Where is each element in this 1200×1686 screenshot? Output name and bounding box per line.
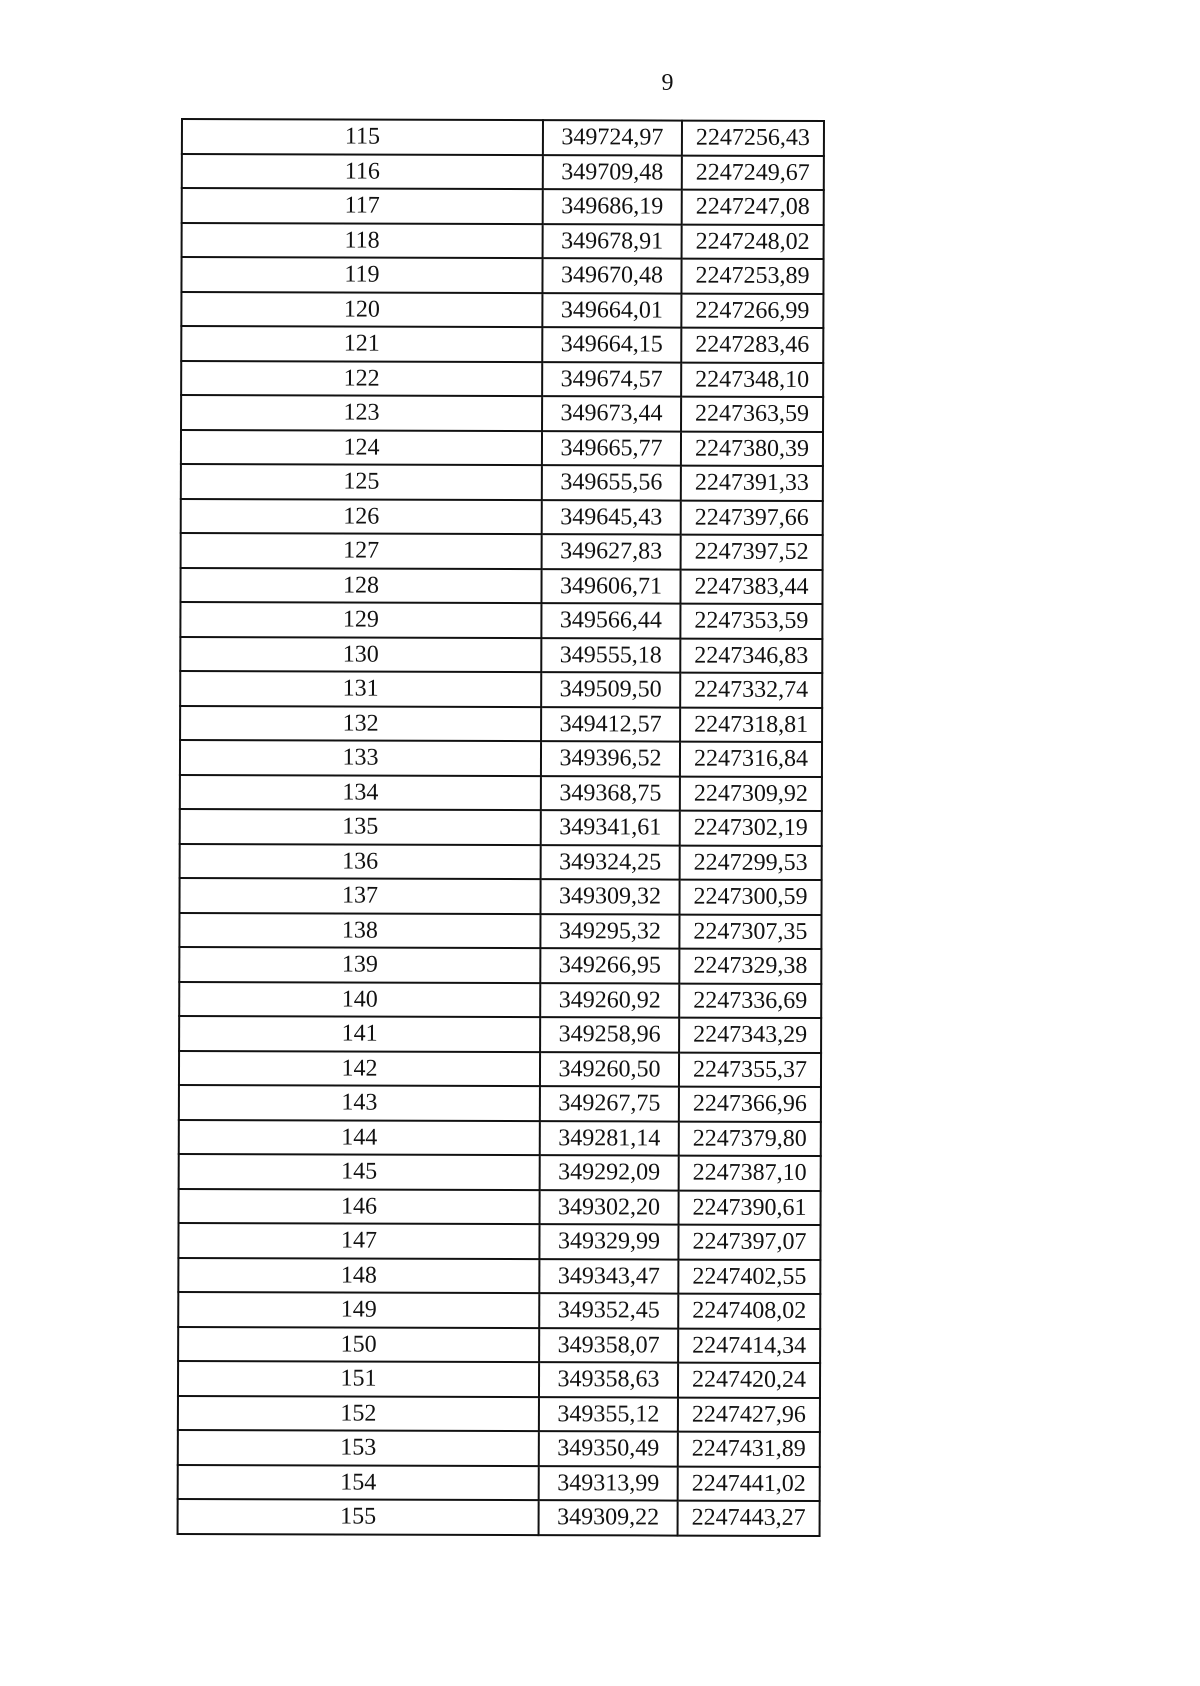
x-coordinate-cell: 349329,99: [539, 1224, 678, 1259]
x-coordinate-cell: 349358,07: [539, 1328, 678, 1363]
x-coordinate-cell: 349341,61: [541, 810, 680, 845]
point-number-cell: 155: [178, 1499, 539, 1535]
x-coordinate-cell: 349343,47: [539, 1259, 678, 1294]
x-coordinate-cell: 349678,91: [543, 224, 682, 259]
y-coordinate-cell: 2247346,83: [680, 638, 822, 673]
table-row: [182, 119, 824, 156]
point-number-cell: 140: [179, 981, 540, 1017]
x-coordinate-cell: 349627,83: [542, 534, 681, 569]
table-row: [180, 774, 822, 811]
point-number-cell: 121: [181, 326, 542, 362]
x-coordinate-cell: 349281,14: [540, 1121, 679, 1156]
table-row: [181, 499, 823, 536]
table-row: [181, 395, 823, 432]
x-coordinate-cell: 349267,75: [540, 1086, 679, 1121]
x-coordinate-cell: 349260,92: [540, 983, 679, 1018]
x-coordinate-cell: 349368,75: [541, 776, 680, 811]
point-number-cell: 149: [178, 1292, 539, 1328]
x-coordinate-cell: 349724,97: [543, 120, 682, 155]
point-number-cell: 148: [178, 1257, 539, 1293]
x-coordinate-cell: 349358,63: [539, 1362, 678, 1397]
y-coordinate-cell: 2247336,69: [679, 983, 821, 1018]
point-number-cell: 127: [181, 533, 542, 569]
y-coordinate-cell: 2247332,74: [680, 673, 822, 708]
x-coordinate-cell: 349260,50: [540, 1052, 679, 1087]
point-number-cell: 141: [179, 1016, 540, 1052]
y-coordinate-cell: 2247443,27: [678, 1501, 820, 1536]
table-row: [181, 533, 823, 570]
x-coordinate-cell: 349664,15: [542, 327, 681, 362]
x-coordinate-cell: 349350,49: [539, 1431, 678, 1466]
y-coordinate-cell: 2247427,96: [678, 1397, 820, 1432]
table-row: [179, 981, 821, 1018]
y-coordinate-cell: 2247283,46: [681, 328, 823, 363]
y-coordinate-cell: 2247380,39: [681, 431, 823, 466]
coordinates-table: [177, 118, 825, 1537]
table-row: [180, 602, 822, 639]
y-coordinate-cell: 2247329,38: [679, 949, 821, 984]
y-coordinate-cell: 2247391,33: [681, 466, 823, 501]
x-coordinate-cell: 349664,01: [542, 293, 681, 328]
table-row: [181, 464, 823, 501]
table-row: [181, 257, 823, 294]
x-coordinate-cell: 349670,48: [542, 258, 681, 293]
y-coordinate-cell: 2247397,66: [681, 500, 823, 535]
point-number-cell: 124: [181, 430, 542, 466]
y-coordinate-cell: 2247247,08: [682, 190, 824, 225]
table-row: [178, 1326, 820, 1363]
point-number-cell: 146: [179, 1188, 540, 1224]
point-number-cell: 147: [178, 1223, 539, 1259]
y-coordinate-cell: 2247414,34: [678, 1328, 820, 1363]
y-coordinate-cell: 2247387,10: [679, 1156, 821, 1191]
table-row: [181, 326, 823, 363]
table-row: [180, 878, 822, 915]
x-coordinate-cell: 349352,45: [539, 1293, 678, 1328]
point-number-cell: 152: [178, 1395, 539, 1431]
point-number-cell: 133: [180, 740, 541, 776]
point-number-cell: 126: [181, 499, 542, 535]
point-number-cell: 153: [178, 1430, 539, 1466]
point-number-cell: 144: [179, 1119, 540, 1155]
table-row: [181, 361, 823, 398]
table-row: [179, 1085, 821, 1122]
table-row: [180, 809, 822, 846]
y-coordinate-cell: 2247355,37: [679, 1052, 821, 1087]
y-coordinate-cell: 2247441,02: [678, 1466, 820, 1501]
table-row: [180, 740, 822, 777]
x-coordinate-cell: 349645,43: [542, 500, 681, 535]
y-coordinate-cell: 2247363,59: [681, 397, 823, 432]
table-row: [179, 1154, 821, 1191]
y-coordinate-cell: 2247300,59: [680, 880, 822, 915]
point-number-cell: 122: [181, 361, 542, 397]
x-coordinate-cell: 349396,52: [541, 741, 680, 776]
point-number-cell: 119: [181, 257, 542, 293]
y-coordinate-cell: 2247402,55: [678, 1259, 820, 1294]
y-coordinate-cell: 2247397,07: [678, 1225, 820, 1260]
point-number-cell: 134: [180, 774, 541, 810]
y-coordinate-cell: 2247266,99: [681, 293, 823, 328]
table-row: [178, 1464, 820, 1501]
y-coordinate-cell: 2247420,24: [678, 1363, 820, 1398]
table-row: [178, 1361, 820, 1398]
table-row: [179, 912, 821, 949]
point-number-cell: 118: [182, 223, 543, 259]
table-row: [178, 1223, 820, 1260]
y-coordinate-cell: 2247431,89: [678, 1432, 820, 1467]
point-number-cell: 139: [179, 947, 540, 983]
table-row: [179, 947, 821, 984]
point-number-cell: 137: [180, 878, 541, 914]
x-coordinate-cell: 349313,99: [539, 1466, 678, 1501]
y-coordinate-cell: 2247248,02: [682, 224, 824, 259]
table-row: [179, 1188, 821, 1225]
table-row: [182, 188, 824, 225]
x-coordinate-cell: 349673,44: [542, 396, 681, 431]
x-coordinate-cell: 349295,32: [540, 914, 679, 949]
table-row: [178, 1499, 820, 1536]
table-row: [178, 1395, 820, 1432]
x-coordinate-cell: 349686,19: [543, 189, 682, 224]
y-coordinate-cell: 2247302,19: [680, 811, 822, 846]
x-coordinate-cell: 349566,44: [541, 603, 680, 638]
x-coordinate-cell: 349309,32: [541, 879, 680, 914]
x-coordinate-cell: 349355,12: [539, 1397, 678, 1432]
table-row: [182, 223, 824, 260]
table-row: [179, 1050, 821, 1087]
y-coordinate-cell: 2247383,44: [680, 569, 822, 604]
table-row: [181, 430, 823, 467]
x-coordinate-cell: 349266,95: [540, 948, 679, 983]
y-coordinate-cell: 2247318,81: [680, 707, 822, 742]
point-number-cell: 125: [181, 464, 542, 500]
table-row: [178, 1430, 820, 1467]
point-number-cell: 143: [179, 1085, 540, 1121]
x-coordinate-cell: 349709,48: [543, 155, 682, 190]
x-coordinate-cell: 349555,18: [541, 638, 680, 673]
point-number-cell: 136: [180, 843, 541, 879]
x-coordinate-cell: 349412,57: [541, 707, 680, 742]
x-coordinate-cell: 349292,09: [540, 1155, 679, 1190]
table-row: [180, 706, 822, 743]
point-number-cell: 145: [179, 1154, 540, 1190]
y-coordinate-cell: 2247408,02: [678, 1294, 820, 1329]
x-coordinate-cell: 349655,56: [542, 465, 681, 500]
y-coordinate-cell: 2247353,59: [680, 604, 822, 639]
table-row: [180, 843, 822, 880]
y-coordinate-cell: 2247309,92: [680, 776, 822, 811]
page-number: 9: [661, 70, 674, 96]
point-number-cell: 115: [182, 119, 543, 155]
table-row: [179, 1016, 821, 1053]
point-number-cell: 128: [180, 568, 541, 604]
point-number-cell: 131: [180, 671, 541, 707]
point-number-cell: 116: [182, 154, 543, 190]
y-coordinate-cell: 2247249,67: [682, 155, 824, 190]
y-coordinate-cell: 2247366,96: [679, 1087, 821, 1122]
table-row: [181, 292, 823, 329]
point-number-cell: 123: [181, 395, 542, 431]
point-number-cell: 151: [178, 1361, 539, 1397]
point-number-cell: 135: [180, 809, 541, 845]
x-coordinate-cell: 349309,22: [539, 1500, 678, 1535]
coordinates-table-body: [178, 119, 824, 1536]
x-coordinate-cell: 349606,71: [541, 569, 680, 604]
x-coordinate-cell: 349302,20: [540, 1190, 679, 1225]
table-row: [179, 1119, 821, 1156]
x-coordinate-cell: 349509,50: [541, 672, 680, 707]
point-number-cell: 150: [178, 1326, 539, 1362]
y-coordinate-cell: 2247256,43: [682, 121, 824, 156]
x-coordinate-cell: 349258,96: [540, 1017, 679, 1052]
table-row: [180, 671, 822, 708]
table-row: [182, 154, 824, 191]
y-coordinate-cell: 2247253,89: [681, 259, 823, 294]
table-row: [180, 568, 822, 605]
point-number-cell: 154: [178, 1464, 539, 1500]
y-coordinate-cell: 2247316,84: [680, 742, 822, 777]
point-number-cell: 120: [181, 292, 542, 328]
point-number-cell: 129: [180, 602, 541, 638]
point-number-cell: 117: [182, 188, 543, 224]
table-row: [178, 1257, 820, 1294]
point-number-cell: 132: [180, 706, 541, 742]
point-number-cell: 138: [179, 912, 540, 948]
y-coordinate-cell: 2247307,35: [679, 914, 821, 949]
point-number-cell: 142: [179, 1050, 540, 1086]
table-row: [178, 1292, 820, 1329]
point-number-cell: 130: [180, 637, 541, 673]
y-coordinate-cell: 2247397,52: [681, 535, 823, 570]
table-row: [180, 637, 822, 674]
y-coordinate-cell: 2247343,29: [679, 1018, 821, 1053]
x-coordinate-cell: 349324,25: [541, 845, 680, 880]
y-coordinate-cell: 2247299,53: [680, 845, 822, 880]
x-coordinate-cell: 349665,77: [542, 431, 681, 466]
y-coordinate-cell: 2247348,10: [681, 362, 823, 397]
x-coordinate-cell: 349674,57: [542, 362, 681, 397]
y-coordinate-cell: 2247390,61: [679, 1190, 821, 1225]
y-coordinate-cell: 2247379,80: [679, 1121, 821, 1156]
